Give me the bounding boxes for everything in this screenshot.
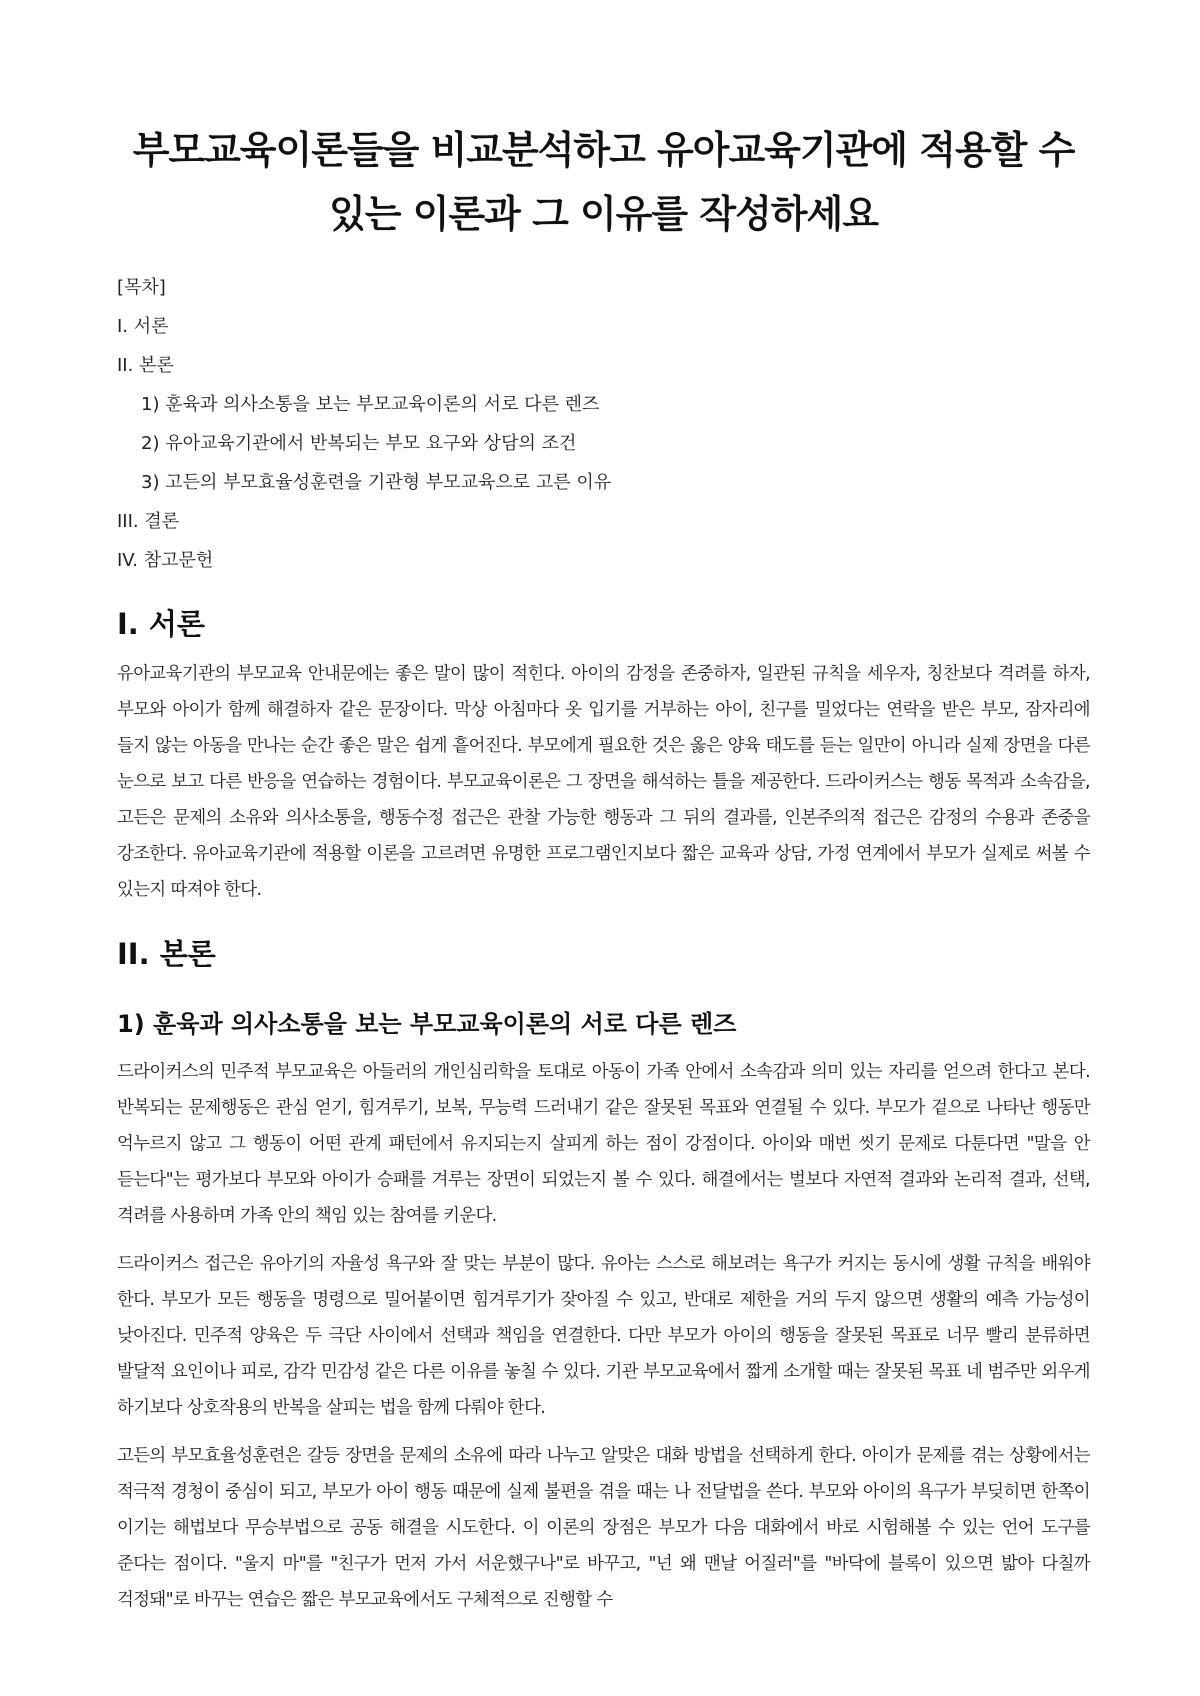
- body-paragraph: 드라이커스의 민주적 부모교육은 아들러의 개인심리학을 토대로 아동이 가족 안에서 소속감과 의미 있는 자리를 얻으려 한다고 본다. 반복되는 문제행동은 관심 얻기, 힘겨루기, 보복, 무능력 드러내기 같은 잘못된 목표와 연결될 수 있다. 부모가 겉으로 나타난 행동만 억누르지 않고 그 행동이 어떤 관계 패턴에서 유지되는지 살피게 하는 점이 강점이다. 아이와 매번 씻기 문제로 다툰다면 "말을 안 듣는다"는 평가보다 부모와 아이가 승패를 겨루는 장면이 되었는지 볼 수 있다. 해결에서는 벌보다 자연적 결과와 논리적 결과, 선택, 격려를 사용하며 가족 안의 책임 있는 참여를 키운다.: [117, 1062, 1090, 1226]
- toc-item-body: II. 본론: [117, 355, 174, 376]
- introduction-paragraph: 유아교육기관의 부모교육 안내문에는 좋은 말이 많이 적힌다. 아이의 감정을 존중하자, 일관된 규칙을 세우자, 칭찬보다 격려를 하자, 부모와 아이가 함께 해결하자 같은 문장이다. 막상 아침마다 옷 입기를 거부하는 아이, 친구를 밀었다는 연락을 받은 부모, 잠자리에 들지 않는 아동을 만나는 순간 좋은 말은 쉽게 흩어진다. 부모에게 필요한 것은 옳은 양육 태도를 듣는 일만이 아니라 실제 장면을 다른 눈으로 보고 다른 반응을 연습하는 경험이다. 부모교육이론은 그 장면을 해석하는 틀을 제공한다. 드라이커스는 행동 목적과 소속감을, 고든은 문제의 소유와 의사소통을, 행동수정 접근은 관찰 가능한 행동과 그 뒤의 결과를, 인본주의적 접근은 감정의 수용과 존중을 강조한다. 유아교육기관에 적용할 이론을 고르려면 유명한 프로그램인지보다 짧은 교육과 상담, 가정 연계에서 부모가 실제로 써볼 수 있는지 따져야 한다.: [117, 664, 1090, 900]
- section-heading-body: II. 본론: [117, 937, 216, 971]
- toc-item-body-3: 3) 고든의 부모효율성훈련을 기관형 부모교육으로 고른 이유: [141, 472, 612, 493]
- toc-heading: [목차]: [117, 277, 166, 298]
- toc-item-body-1: 1) 훈육과 의사소통을 보는 부모교육이론의 서로 다른 렌즈: [141, 394, 600, 415]
- body-paragraph: 드라이커스 접근은 유아기의 자율성 욕구와 잘 맞는 부분이 많다. 유아는 스스로 해보려는 욕구가 커지는 동시에 생활 규칙을 배워야 한다. 부모가 모든 행동을 명령으로 밀어붙이면 힘겨루기가 잦아질 수 있고, 반대로 제한을 거의 두지 않으면 생활의 예측 가능성이 낮아진다. 민주적 양육은 두 극단 사이에서 선택과 책임을 연결한다. 다만 부모가 아이의 행동을 잘못된 목표로 너무 빨리 분류하면 발달적 요인이나 피로, 감각 민감성 같은 다른 이유를 놓칠 수 있다. 기관 부모교육에서 짧게 소개할 때는 잘못된 목표 네 범주만 외우게 하기보다 상호작용의 반복을 살피는 법을 함께 다뤄야 한다.: [117, 1254, 1090, 1418]
- toc-item-introduction: I. 서론: [117, 316, 169, 337]
- section-heading-introduction: I. 서론: [117, 607, 205, 641]
- toc-item-body-2: 2) 유아교육기관에서 반복되는 부모 요구와 상담의 조건: [141, 433, 577, 454]
- subsection-heading-1: 1) 훈육과 의사소통을 보는 부모교육이론의 서로 다른 렌즈: [117, 1010, 737, 1038]
- toc-item-conclusion: III. 결론: [117, 511, 180, 532]
- table-of-contents: [117, 268, 1090, 580]
- toc-item-references: IV. 참고문헌: [117, 550, 214, 571]
- document-title: 부모교육이론들을 비교분석하고 유아교육기관에 적용할 수 있는 이론과 그 이유를 작성하세요: [132, 128, 1075, 236]
- body-paragraph: 고든의 부모효율성훈련은 갈등 장면을 문제의 소유에 따라 나누고 알맞은 대화 방법을 선택하게 한다. 아이가 문제를 겪는 상황에서는 적극적 경청이 중심이 되고, 부모가 아이 행동 때문에 실제 불편을 겪을 때는 나 전달법을 쓴다. 부모와 아이의 욕구가 부딪히면 한쪽이 이기는 해법보다 무승부법으로 공동 해결을 시도한다. 이 이론의 장점은 부모가 다음 대화에서 바로 시험해볼 수 있는 언어 도구를 준다는 점이다. "울지 마"를 "친구가 먼저 가서 서운했구나"로 바꾸고, "넌 왜 맨날 어질러"를 "바닥에 블록이 있으면 밟아 다칠까 걱정돼"로 바꾸는 연습은 짧은 부모교육에서도 구체적으로 진행할 수: [117, 1446, 1090, 1610]
